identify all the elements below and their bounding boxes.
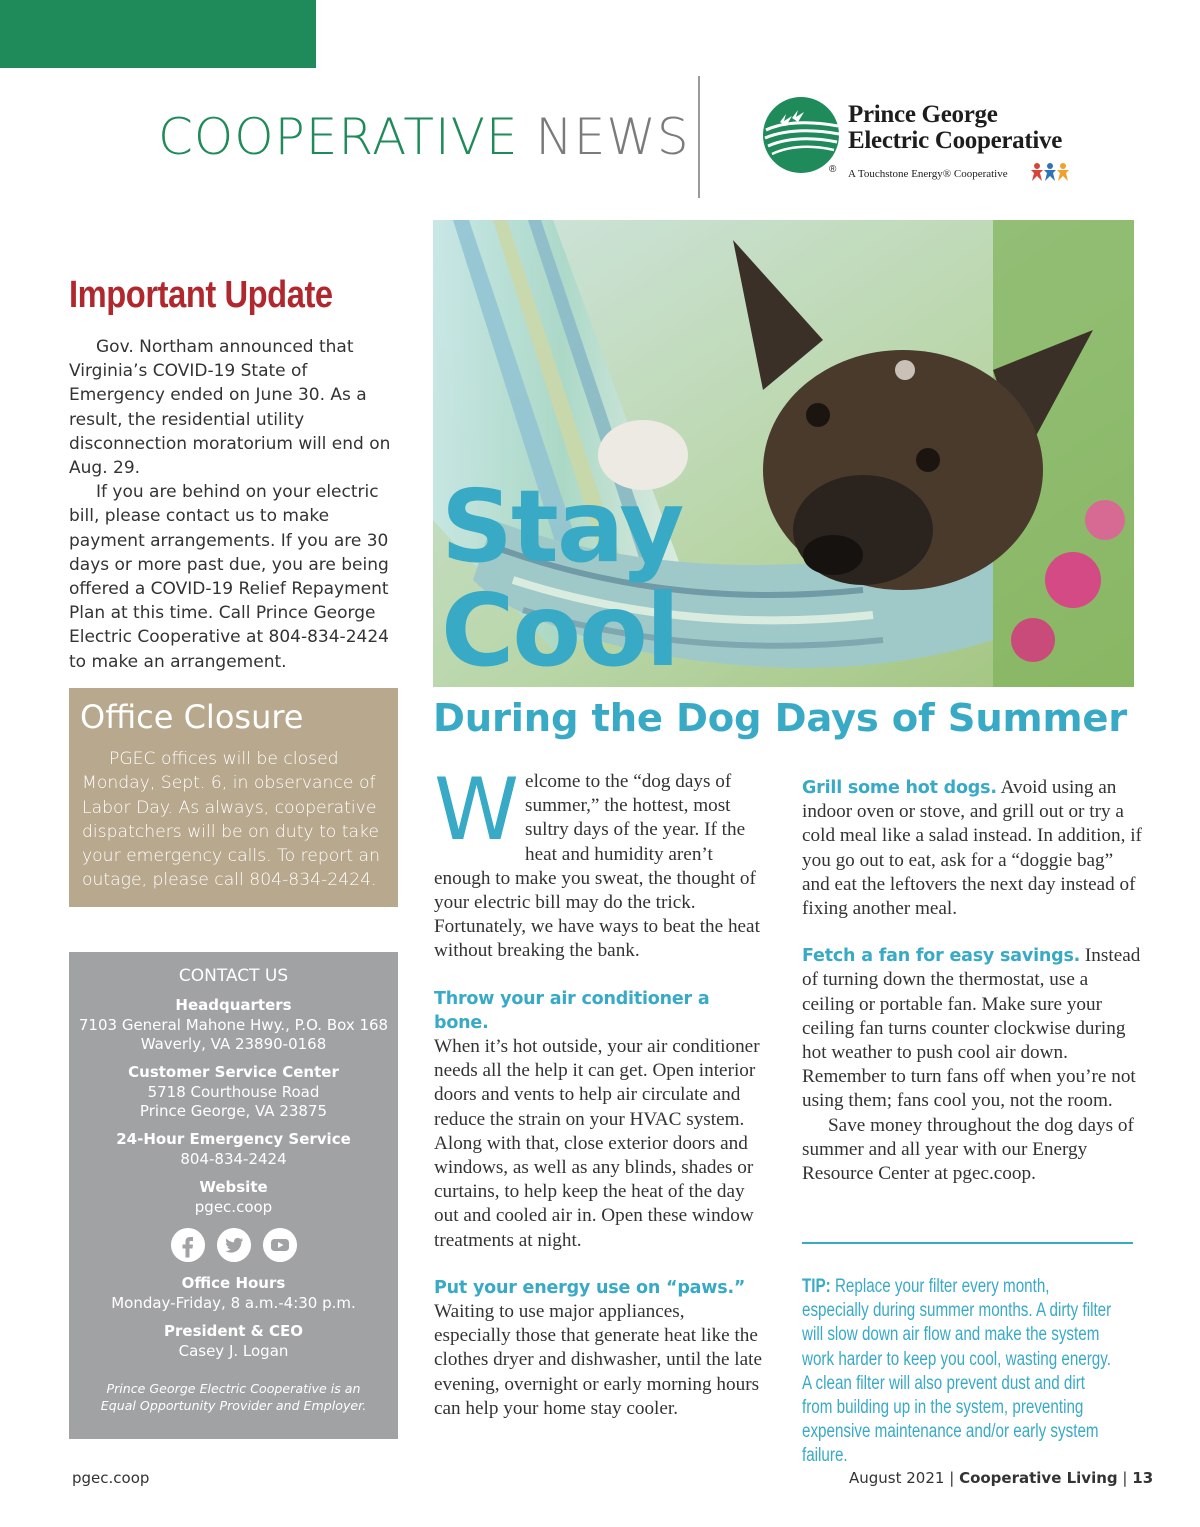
- footer-separator: |: [949, 1469, 955, 1487]
- tip-box: [802, 1275, 1114, 1469]
- intro-paragraph: [434, 760, 764, 964]
- important-update-title: Important Update: [69, 274, 333, 316]
- logo-name: [848, 102, 1062, 154]
- stay-cool-headline: [441, 468, 683, 687]
- section-body: Instead of turning down the thermostat, use a ceiling or portable fan. Make sure your ceiling fan turns counter clockwise during hot weather to push cool air down. Remember to turn fans off when you’re not using them; fans cool you, not the room.: [802, 945, 1141, 1112]
- top-green-bar: [0, 0, 316, 68]
- tip-label: TIP:: [802, 1276, 831, 1297]
- logo-name-line1: Prince George: [848, 101, 998, 128]
- important-update-body: [69, 335, 399, 674]
- contact-line: Monday-Friday, 8 a.m.-4:30 p.m.: [111, 1293, 356, 1312]
- contact-office-hours: [69, 1274, 398, 1313]
- footer-page-number: 13: [1132, 1469, 1154, 1487]
- twitter-icon[interactable]: [217, 1228, 251, 1262]
- contact-heading: Customer Service Center: [128, 1063, 339, 1081]
- contact-heading: President & CEO: [164, 1322, 303, 1340]
- equal-opportunity-statement: [69, 1380, 398, 1414]
- header-divider: [698, 76, 700, 198]
- youtube-icon[interactable]: [263, 1228, 297, 1262]
- logo-name-line2: Electric Cooperative: [848, 127, 1063, 154]
- headline-line: Stay: [441, 468, 683, 585]
- facebook-icon[interactable]: [171, 1228, 205, 1262]
- footer-folio: [849, 1469, 1153, 1487]
- touchstone-figures-icon: [1030, 162, 1070, 182]
- contact-heading: Office Hours: [181, 1274, 286, 1292]
- intro-text: elcome to the “dog days of summer,” the hottest, most sultry days of the year. If the heat and humidity aren’t enough to make you sweat, the thought of your electric bill may do the trick. Fortunately, we have ways to beat the heat without breaking the bank.: [434, 771, 760, 962]
- tip-divider: [802, 1242, 1133, 1244]
- contact-heading: Website: [199, 1178, 268, 1196]
- section-body: When it’s hot outside, your air conditioner needs all the help it can get. Open interior doors and vents to help air circulate and reduce the strain on your HVAC system. Along with that, close exterior doors and windows, as well as any blinds, shades or curtains, to help keep the heat of the day out and cooled air in. Open these window treatments at night.: [434, 1036, 760, 1251]
- article-section: [802, 776, 1142, 921]
- pgec-logo: [762, 96, 1082, 188]
- contact-customer-service: [69, 1063, 398, 1122]
- tip-text: Replace your filter every month, especially during summer months. A dirty filter will slow down air flow and make the system work harder to keep you cool, wasting energy. A clean filter will also prevent dust and dirt from building up in the system, preventing expensive maintenance and/or early system failure.: [802, 1276, 1112, 1467]
- pgec-seal-icon: [762, 96, 840, 174]
- contact-line: Casey J. Logan: [178, 1341, 289, 1360]
- dog-hammock-photo: [433, 220, 1134, 687]
- contact-line: 7103 General Mahone Hwy., P.O. Box 168: [78, 1015, 389, 1034]
- headline-line: Cool: [441, 572, 679, 687]
- eop-line: Equal Opportunity Provider and Employer.: [100, 1398, 367, 1413]
- contact-line: Prince George, VA 23875: [139, 1102, 328, 1120]
- contact-website: [69, 1178, 398, 1217]
- section-title-news: NEWS: [535, 108, 690, 166]
- footer-website[interactable]: pgec.coop: [72, 1469, 150, 1487]
- article-section: [802, 944, 1142, 1113]
- article-column-left: [434, 760, 764, 1421]
- article-section: [434, 987, 764, 1253]
- important-update-paragraph: Gov. Northam announced that Virginia’s COVID-19 State of Emergency ended on June 30. As a result, the residential utility disconnection moratorium will end on Aug. 29.: [69, 337, 391, 479]
- article-column-right: [802, 776, 1142, 1186]
- logo-registered-mark: ®: [829, 164, 837, 175]
- footer-date: August 2021: [849, 1469, 945, 1487]
- footer-separator: |: [1122, 1469, 1128, 1487]
- section-lead: Grill some hot dogs.: [802, 778, 997, 798]
- section-lead: Fetch a fan for easy savings.: [802, 946, 1081, 967]
- office-closure-body: PGEC offices will be closed Monday, Sept. 6, in observance of Labor Day. As always, cooperative dispatchers will be on duty to take your emergency calls. To report an outage, please call 804-834-2424.: [82, 749, 380, 891]
- footer-publication: Cooperative Living: [959, 1469, 1118, 1487]
- section-title: [158, 108, 690, 166]
- drop-cap: W: [434, 760, 520, 860]
- section-body: Avoid using an indoor oven or stove, and grill out or try a cold meal like a salad instead. In addition, if you go out to eat, ask for a “doggie bag” and eat the leftovers the next day instead of fixing another meal.: [802, 777, 1142, 920]
- social-links: [171, 1228, 297, 1262]
- office-closure-box: [69, 688, 398, 907]
- logo-tagline: A Touchstone Energy® Cooperative: [848, 168, 1008, 180]
- contact-president: [69, 1322, 398, 1361]
- contact-heading: 24-Hour Emergency Service: [116, 1130, 351, 1148]
- eop-line: Prince George Electric Cooperative is an: [106, 1381, 361, 1396]
- contact-heading: Headquarters: [175, 996, 292, 1014]
- section-title-cooperative: COOPERATIVE: [158, 108, 519, 166]
- section-lead: Throw your air conditioner a bone.: [434, 988, 710, 1033]
- article-section: [434, 1276, 764, 1421]
- contact-emergency: [69, 1130, 398, 1169]
- contact-us-box: [69, 952, 398, 1439]
- feature-subtitle: During the Dog Days of Summer: [433, 696, 1128, 741]
- contact-line: 5718 Courthouse Road: [147, 1082, 320, 1101]
- section-lead: Put your energy use on “paws.”: [434, 1277, 746, 1298]
- office-closure-title: Office Closure: [80, 698, 304, 736]
- section-body: Waiting to use major appliances, especially those that generate heat like the clothes dryer and dishwasher, until the late evening, overnight or early morning hours can help your home stay cooler.: [434, 1301, 762, 1419]
- important-update-paragraph: If you are behind on your electric bill, please contact us to make payment arrangements. If you are 30 days or more past due, you are being offered a COVID-19 Relief Repayment Plan at this time. Call Prince George Electric Cooperative at 804-834-2424 to make an arrangement.: [69, 482, 389, 672]
- website-link[interactable]: pgec.coop: [194, 1197, 273, 1216]
- closing-paragraph: Save money throughout the dog days of summer and all year with our Energy Resource Center at pgec.coop.: [802, 1114, 1134, 1185]
- contact-headquarters: [69, 996, 398, 1055]
- emergency-phone[interactable]: 804-834-2424: [180, 1149, 287, 1168]
- contact-us-title: CONTACT US: [178, 966, 289, 986]
- contact-line: Waverly, VA 23890-0168: [140, 1035, 327, 1053]
